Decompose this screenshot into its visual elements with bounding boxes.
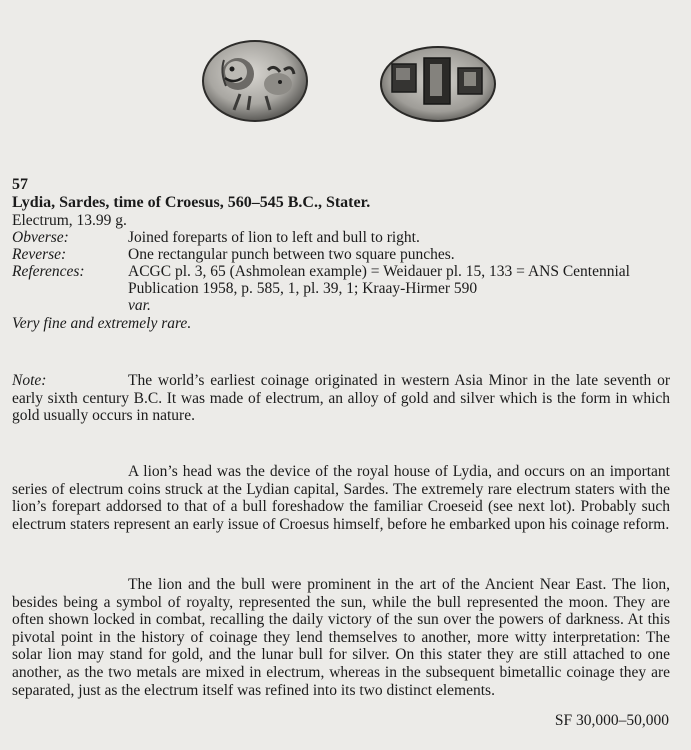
lot-title: Lydia, Sardes, time of Croesus, 560–545 B.C., Stater. bbox=[12, 194, 371, 211]
references-label: References: bbox=[12, 263, 85, 280]
obverse-description: Joined foreparts of lion to left and bull to right. bbox=[128, 229, 420, 246]
price-estimate: SF 30,000–50,000 bbox=[554, 712, 669, 729]
lot-number: 57 bbox=[12, 176, 28, 193]
references-var: var. bbox=[128, 297, 151, 314]
coin-obverse-image bbox=[200, 38, 310, 124]
note-label: Note: bbox=[12, 372, 47, 389]
coin-reverse-image bbox=[378, 44, 498, 124]
obverse-row bbox=[12, 229, 678, 246]
coin-photos bbox=[0, 38, 691, 128]
note-paragraph-3: The lion and the bull were prominent in the art of the Ancient Near East. The lion, besides being a symbol of royalty, represented the sun, while the bull represented the moon. They are often shown locked in combat, recalling the daily victory of the sun over the powers of darkness. At this pivotal point in the history of coinage they lend themselves to another, more witty interpretation: The solar lion may stand for gold, and the lunar bull for silver. On this stater they are still attached to one another, as the two metals are mixed in electrum, whereas in the subsequent bimetallic coinage they are separated, just as the electrum itself was refined into its two distinct elements. bbox=[12, 576, 670, 699]
reverse-row bbox=[12, 246, 678, 263]
reverse-label: Reverse: bbox=[12, 246, 67, 263]
references-citations: ACGC pl. 3, 65 (Ashmolean example) = Weidauer pl. 15, 133 = ANS Centennial Publication 1958, p. 585, 1, pl. 39, 1; Kraay-Hirmer 590 bbox=[128, 263, 630, 297]
note-paragraph-2: A lion’s head was the device of the royal house of Lydia, and occurs on an important series of electrum coins struck at the Lydian capital, Sardes. The extremely rare electrum staters with the lion’s forepart addorsed to that of a bull foreshadow the familiar Croeseid (see next lot). Probably such electrum staters represent an early issue of Croesus himself, before he embarked upon his coinage reform. bbox=[12, 463, 670, 533]
note-paragraph-1 bbox=[12, 372, 670, 425]
metal-weight: Electrum, 13.99 g. bbox=[12, 212, 127, 229]
lot-entry bbox=[12, 176, 678, 332]
references-row bbox=[12, 263, 678, 314]
references-text bbox=[128, 263, 678, 314]
note-p1-text: The world’s earliest coinage originated in western Asia Minor in the late seventh or early sixth century B.C. It was made of electrum, an alloy of gold and silver which is the form in which gold usually occurs in nature. bbox=[12, 372, 670, 425]
grade: Very fine and extremely rare. bbox=[12, 315, 192, 332]
obverse-label: Obverse: bbox=[12, 229, 69, 246]
reverse-description: One rectangular punch between two square punches. bbox=[128, 246, 455, 263]
